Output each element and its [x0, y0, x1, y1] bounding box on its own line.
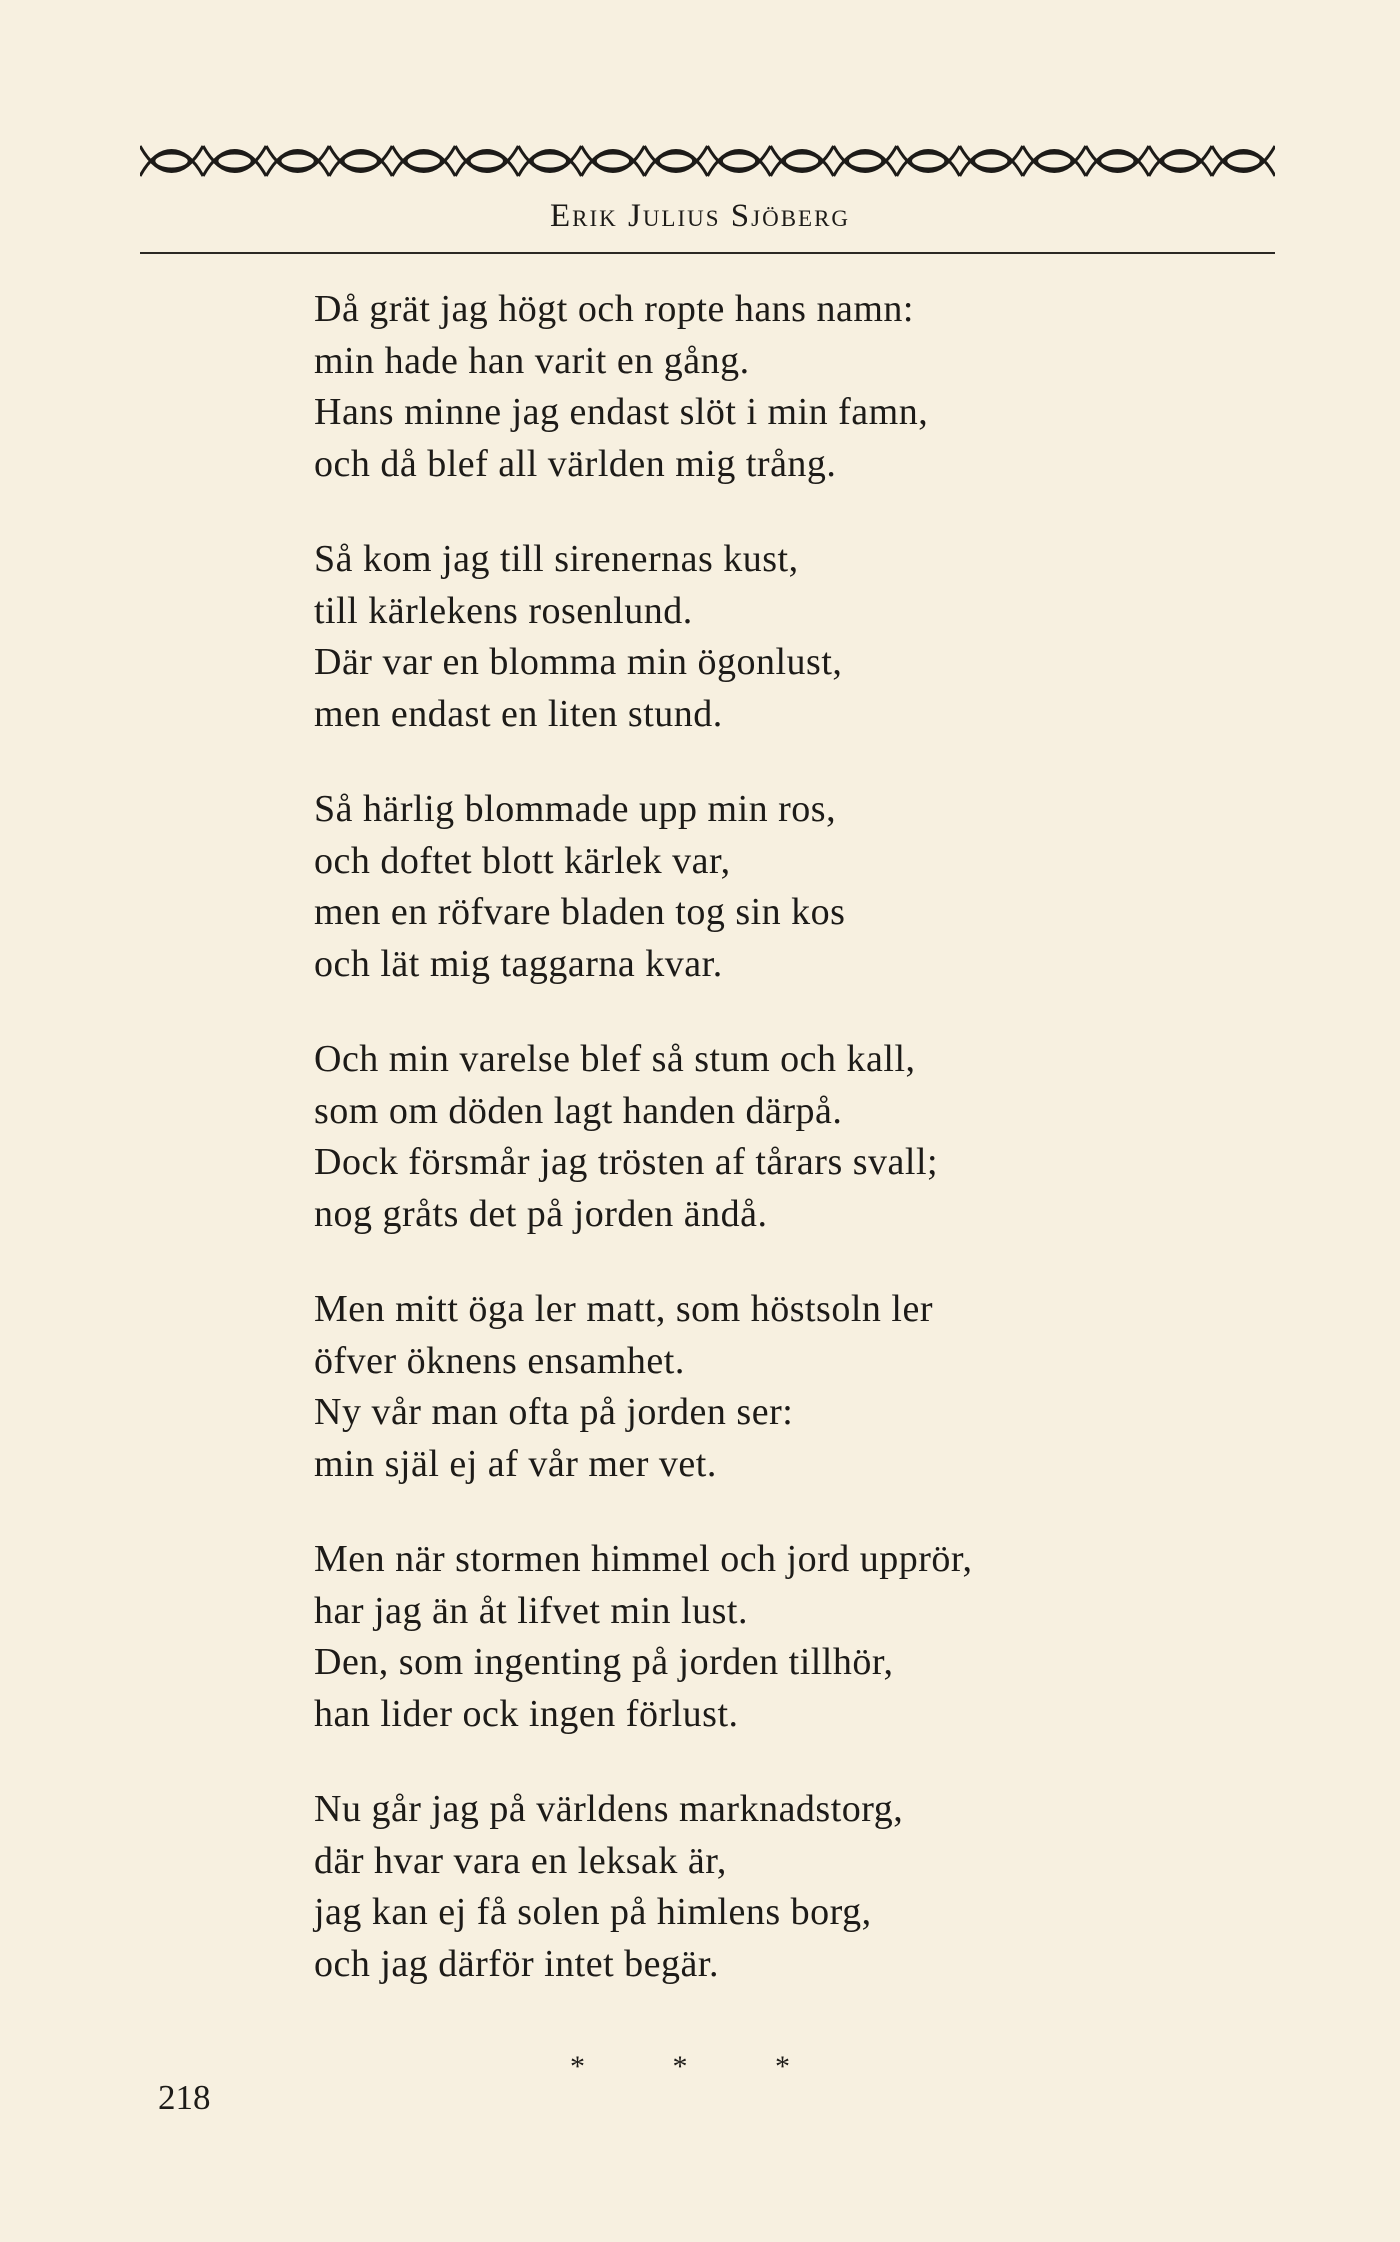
- poem-line: nog gråts det på jorden ändå.: [314, 1192, 768, 1235]
- poem-line: jag kan ej få solen på himlens borg,: [314, 1891, 872, 1933]
- header-rule: [140, 252, 1275, 254]
- poem-line: Och min varelse blef så stum och kall,: [314, 1038, 916, 1080]
- poem: [314, 284, 1214, 2034]
- poem-line: och lät mig taggarna kvar.: [314, 942, 723, 985]
- poem-line: till kärlekens rosenlund.: [314, 589, 693, 632]
- poem-line: Men mitt öga ler matt, som höstsoln ler: [314, 1288, 933, 1330]
- poem-line: han lider ock ingen förlust.: [314, 1692, 739, 1735]
- stanza: [314, 1784, 1214, 1990]
- poem-line: Dock försmår jag trösten af tårars svall;: [314, 1141, 939, 1183]
- poem-line: Då grät jag högt och ropte hans namn:: [314, 288, 914, 330]
- poem-line: Så härlig blommade upp min ros,: [314, 788, 837, 830]
- poem-line: där hvar vara en leksak är,: [314, 1839, 727, 1882]
- poem-line: men endast en liten stund.: [314, 692, 723, 735]
- poem-line: Nu går jag på världens marknadstorg,: [314, 1788, 904, 1830]
- poem-line: Men när stormen himmel och jord upprör,: [314, 1538, 973, 1580]
- poem-line: och doftet blott kärlek var,: [314, 839, 731, 882]
- poem-line: Så kom jag till sirenernas kust,: [314, 538, 799, 580]
- stanza: [314, 534, 1214, 740]
- poem-line: öfver öknens ensamhet.: [314, 1339, 685, 1382]
- stanza: [314, 1534, 1214, 1740]
- poem-line: Där var en blomma min ögonlust,: [314, 641, 843, 683]
- poem-line: Den, som ingenting på jorden tillhör,: [314, 1641, 894, 1683]
- poem-line: men en röfvare bladen tog sin kos: [314, 891, 846, 933]
- stanza: [314, 284, 1214, 490]
- decorative-border-ornament: [140, 138, 1275, 184]
- poem-line: min själ ej af vår mer vet.: [314, 1442, 717, 1485]
- poem-line: Hans minne jag endast slöt i min famn,: [314, 391, 929, 433]
- poem-line: har jag än åt lifvet min lust.: [314, 1589, 748, 1632]
- stanza: [314, 1034, 1214, 1240]
- poem-line: min hade han varit en gång.: [314, 339, 750, 382]
- section-separator: * * *: [570, 2050, 830, 2083]
- stanza: [314, 784, 1214, 990]
- running-head: Erik Julius Sjöberg: [549, 198, 851, 234]
- poem-line: och då blef all världen mig trång.: [314, 442, 837, 485]
- stanza: [314, 1284, 1214, 1490]
- poem-line: och jag därför intet begär.: [314, 1942, 719, 1985]
- poem-line: som om döden lagt handen därpå.: [314, 1089, 843, 1132]
- page-number: 218: [158, 2078, 211, 2117]
- poem-line: Ny vår man ofta på jorden ser:: [314, 1391, 794, 1433]
